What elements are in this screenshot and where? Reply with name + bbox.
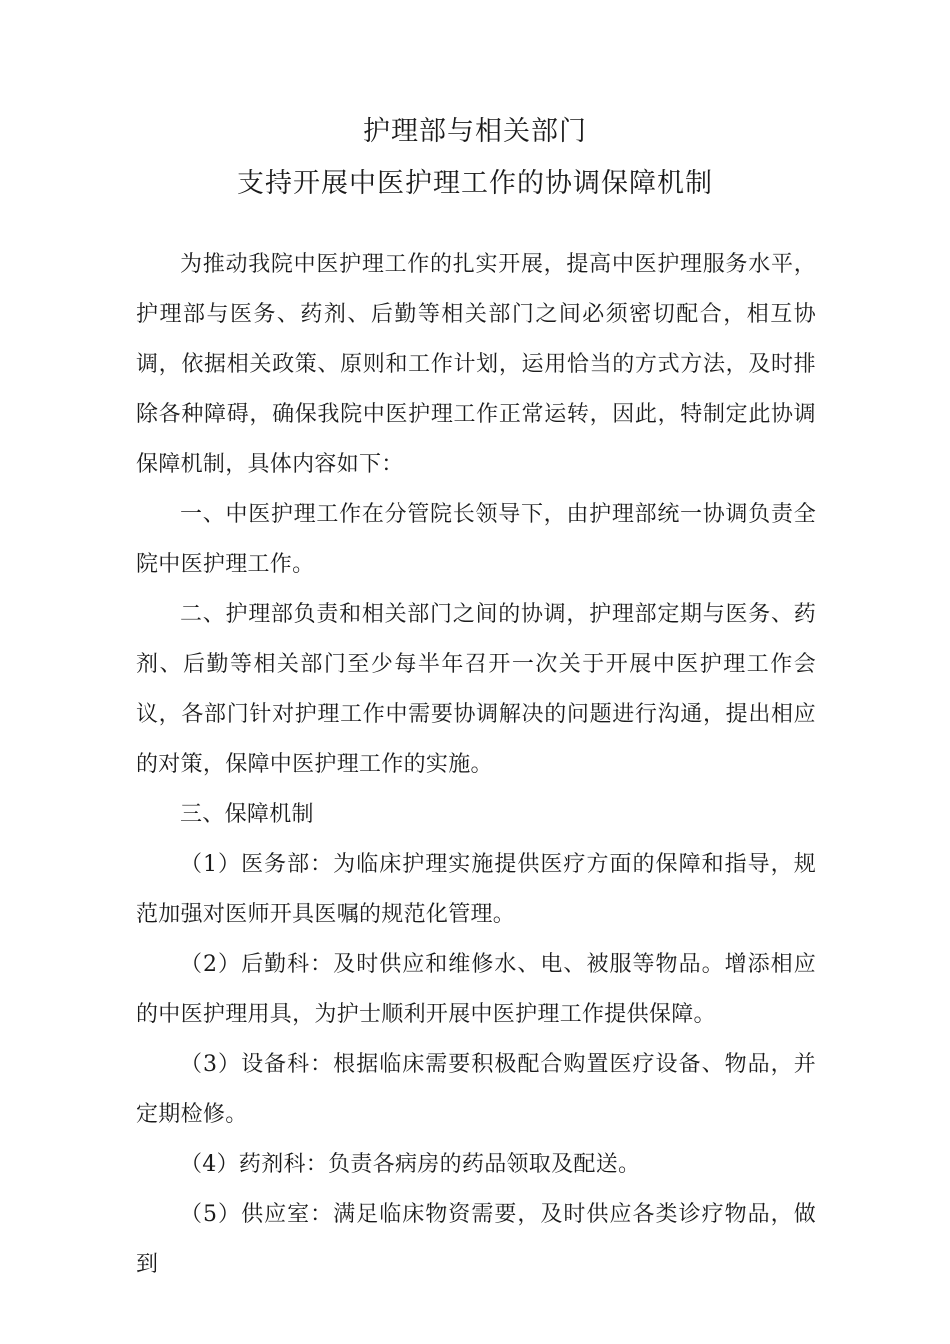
title-line-2: 支持开展中医护理工作的协调保障机制: [237, 168, 713, 199]
paragraph-section-2: 二、护理部负责和相关部门之间的协调，护理部定期与医务、药剂、后勤等相关部门至少每半年召开一次关于开展中医护理工作会议，各部门针对护理工作中需要协调解决的问题进行沟通，提出相应的对策，保障中医护理工作的实施。: [136, 602, 816, 777]
paragraph-item-1: （1）医务部：为临床护理实施提供医疗方面的保障和指导，规范加强对医师开具医嘱的规范化管理。: [136, 852, 816, 927]
title-line-1: 护理部与相关部门: [363, 116, 587, 147]
paragraph-item-3: （3）设备科：根据临床需要积极配合购置医疗设备、物品，并定期检修。: [136, 1052, 816, 1127]
paragraph-item-4: （4）药剂科：负责各病房的药品领取及配送。: [180, 1152, 641, 1177]
document-title: [0, 106, 950, 210]
document-body: [136, 240, 816, 1290]
paragraph-intro: 为推动我院中医护理工作的扎实开展，提高中医护理服务水平，护理部与医务、药剂、后勤等相关部门之间必须密切配合，相互协调，依据相关政策、原则和工作计划，运用恰当的方式方法，及时排除各种障碍，确保我院中医护理工作正常运转，因此，特制定此协调保障机制，具体内容如下：: [136, 252, 816, 477]
paragraph-item-5: （5）供应室：满足临床物资需要，及时供应各类诊疗物品，做到: [136, 1202, 816, 1277]
paragraph-item-2: （2）后勤科：及时供应和维修水、电、被服等物品。增添相应的中医护理用具，为护士顺利开展中医护理工作提供保障。: [136, 952, 816, 1027]
paragraph-section-1: 一、中医护理工作在分管院长领导下，由护理部统一协调负责全院中医护理工作。: [136, 502, 816, 577]
paragraph-section-3-heading: 三、保障机制: [180, 802, 314, 827]
